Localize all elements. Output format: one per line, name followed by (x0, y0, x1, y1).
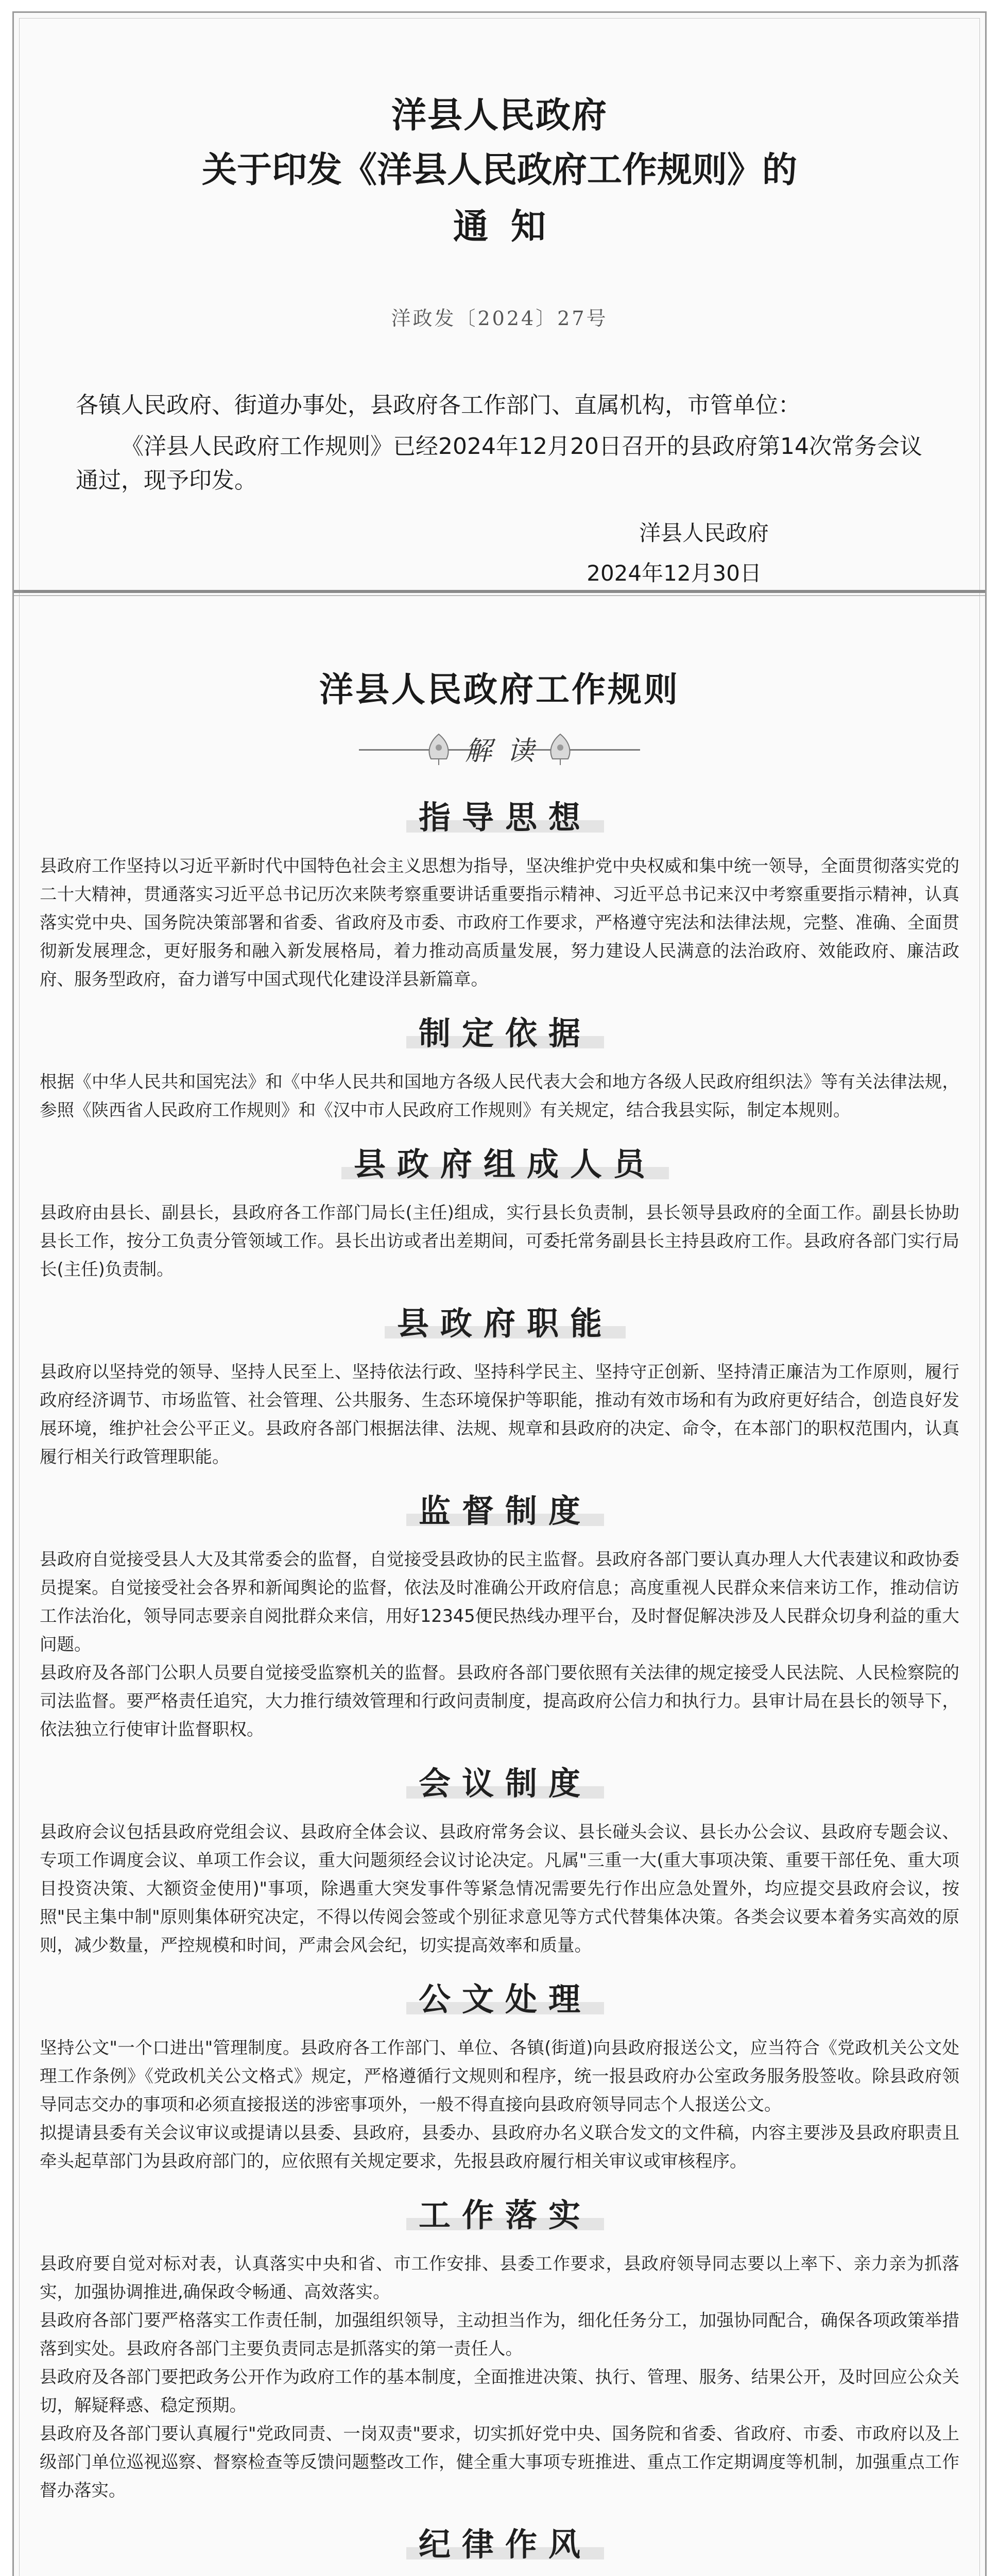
section-guiding-ideology (40, 793, 959, 993)
notice-addressee: 各镇人民政府、街道办事处，县政府各工作部门、直属机构，市管单位： (76, 392, 801, 418)
section-paragraph: 坚持公文"一个口进出"管理制度。县政府各工作部门、单位、各镇(街道)向县政府报送公文，应当符合《党政机关公文处理工作条例》《党政机关公文格式》规定，严格遵循行文规则和程序，统一报县政府办公室政务服务股签收。除县政府领导同志交办的事项和必须直接报送的涉密事项外，一般不得直接向县政府领导同志个人报送公文。 (40, 2038, 959, 2114)
section-heading: 县政府职能 (385, 1299, 626, 1348)
notice-body: 《洋县人民政府工作规则》已经2024年12月20日召开的县政府第14次常务会议通过，现予印发。 (76, 433, 922, 494)
section-paragraph: 拟提请县委有关会议审议或提请以县委、县政府，县委办、县政府办名义联合发文的文件稿，内容主要涉及县政府职责且牵头起草部门为县政府部门的，应依照有关规定要求，先报县政府履行相关审议或审核程序。 (40, 2123, 959, 2171)
section-paragraph: 县政府工作坚持以习近平新时代中国特色社会主义思想为指导，坚决维护党中央权威和集中统一领导，全面贯彻落实党的二十大精神，贯通落实习近平总书记历次来陕考察重要讲话重要指示精神、习近平总书记来汉中考察重要指示精神，认真落实党中央、国务院决策部署和省委、省政府及市委、市政府工作要求，严格遵守宪法和法律法规，完整、准确、全面贯彻新发展理念，更好服务和融入新发展格局，着力推动高质量发展，努力建设人民满意的法治政府、效能政府、廉洁政府、服务型政府，奋力谱写中国式现代化建设洋县新篇章。 (40, 856, 959, 989)
section-meetings (40, 1759, 959, 1959)
section-heading: 指导思想 (406, 793, 604, 842)
notice-title-word: 通知 (453, 207, 569, 247)
section-heading: 公文处理 (406, 1975, 604, 2024)
section-paragraph: 根据《中华人民共和国宪法》和《中华人民共和国地方各级人民代表大会和地方各级人民政府组织法》等有关法律法规，参照《陕西省人民政府工作规则》和《汉中市人民政府工作规则》有关规定，结合我县实际，制定本规则。 (40, 1072, 959, 1120)
document-frame (12, 11, 987, 2576)
section-heading: 制定依据 (406, 1009, 604, 1058)
interpretation-banner (40, 721, 959, 777)
section-paragraph: 县政府及各部门公职人员要自觉接受监察机关的监督。县政府各部门要依照有关法律的规定接受人民法院、人民检察院的司法监督。要严格责任追究，大力推行绩效管理和行政问责制度，提高政府公信力和执行力。县审计局在县长的领导下，依法独立行使审计监督职权。 (40, 1663, 959, 1739)
section-supervision (40, 1486, 959, 1743)
section-heading: 县政府组成人员 (341, 1140, 669, 1189)
section-documents (40, 1975, 959, 2175)
section-paragraph: 县政府自觉接受县人大及其常委会的监督，自觉接受县政协的民主监督。县政府各部门要认真办理人大代表建议和政协委员提案。自觉接受社会各界和新闻舆论的监督，依法及时准确公开政府信息；高度重视人民群众来信来访工作，推动信访工作法治化，领导同志要亲自阅批群众来信，用好12345便民热线办理平台，及时督促解决涉及人民群众切身利益的重大问题。 (40, 1549, 959, 1654)
notice-title: 关于印发《洋县人民政府工作规则》的 (201, 150, 797, 191)
section-paragraph: 县政府要自觉对标对表，认真落实中央和省、市工作安排、县委工作要求，县政府领导同志要以上率下、亲力亲为抓落实，加强协调推进,确保政令畅通、高效落实。 (40, 2253, 959, 2302)
notice-section (14, 13, 985, 590)
notice-signature: 洋县人民政府 (639, 520, 769, 546)
section-divider (14, 590, 985, 593)
section-heading: 会议制度 (406, 1759, 604, 1808)
section-discipline (40, 2520, 959, 2576)
section-paragraph: 县政府各部门要严格落实工作责任制，加强组织领导，主动担当作为，细化任务分工，加强协同配合，确保各项政策举措落到实处。县政府各部门主要负责同志是抓落实的第一责任人。 (40, 2310, 959, 2359)
section-heading: 纪律作风 (406, 2520, 604, 2569)
section-paragraph: 县政府及各部门要认真履行"党政同责、一岗双责"要求，切实抓好党中央、国务院和省委、省政府、市委、市政府以及上级部门单位巡视巡察、督察检查等反馈问题整改工作，健全重大事项专班推进、重点工作定期调度等机制，加强重点工作督办落实。 (40, 2424, 959, 2500)
rules-section (14, 595, 985, 2576)
section-heading: 监督制度 (406, 1486, 604, 1536)
section-basis (40, 1009, 959, 1124)
section-paragraph: 县政府会议包括县政府党组会议、县政府全体会议、县政府常务会议、县长碰头会议、县长办公会议、县政府专题会议、专项工作调度会议、单项工作会议，重大问题须经会议讨论决定。凡属"三重一大(重大事项决策、重要干部任免、重大项目投资决策、大额资金使用)"事项，除遇重大突发事件等紧急情况需要先行作出应急处置外，均应提交县政府会议，按照"民主集中制"原则集体研究决定，不得以传阅会签或个别征求意见等方式代替集体决策。各类会议要本着务实高效的原则，减少数量，严控规模和时间，严肃会风会纪，切实提高效率和质量。 (40, 1822, 959, 1955)
notice-signature-block (14, 513, 985, 594)
interpretation-label: 解读 (464, 736, 549, 767)
section-members (40, 1140, 959, 1283)
notice-date: 2024年12月30日 (587, 561, 762, 586)
section-implementation (40, 2191, 959, 2504)
section-paragraph: 县政府及各部门要把政务公开作为政府工作的基本制度，全面推进决策、执行、管理、服务、结果公开，及时回应公众关切，解疑释惑、稳定预期。 (40, 2367, 959, 2415)
document-number: 洋政发〔2024〕27号 (391, 307, 608, 330)
section-functions (40, 1299, 959, 1471)
issuing-org: 洋县人民政府 (391, 95, 608, 136)
section-heading: 工作落实 (406, 2191, 604, 2240)
rules-title: 洋县人民政府工作规则 (319, 669, 680, 709)
section-paragraph: 县政府以坚持党的领导、坚持人民至上、坚持依法行政、坚持科学民主、坚持守正创新、坚持清正廉洁为工作原则，履行政府经济调节、市场监管、社会管理、公共服务、生态环境保护等职能，推动有效市场和有为政府更好结合，创造良好发展环境，维护社会公平正义。县政府各部门根据法律、法规、规章和县政府的决定、命令，在本部门的职权范围内，认真履行相关行政管理职能。 (40, 1362, 959, 1467)
section-paragraph: 县政府由县长、副县长，县政府各工作部门局长(主任)组成，实行县长负责制，县长领导县政府的全面工作。副县长协助县长工作，按分工负责分管领域工作。县长出访或者出差期间，可委托常务副县长主持县政府工作。县政府各部门实行局长(主任)负责制。 (40, 1202, 959, 1279)
